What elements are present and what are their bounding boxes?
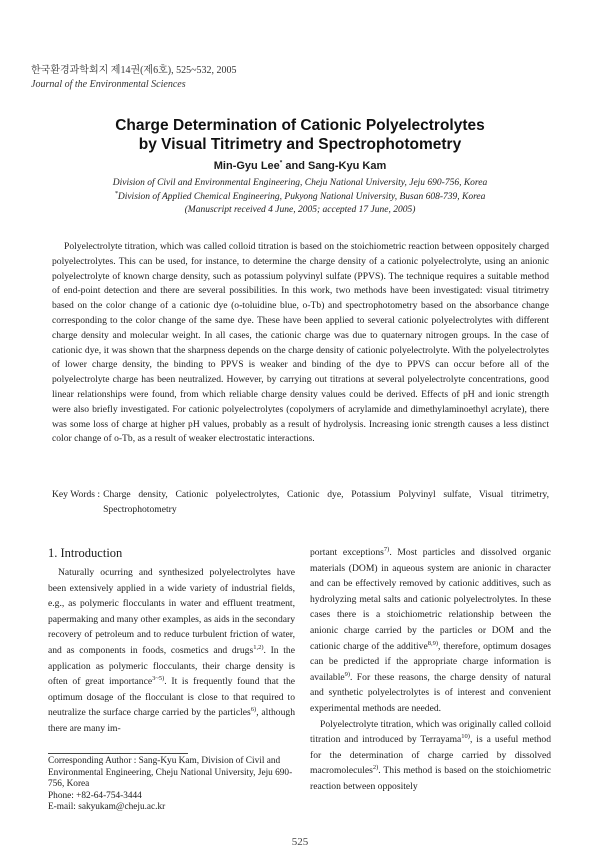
abstract: Polyelectrolyte titration, which was called colloid titration is based on the stoichiometric reaction between oppositely charged polyelectrolytes. This can be used, for instance, to determine the charge density of a cationic polyelectrolyte, using an anionic polyelectrolyte of known charge density, such as potassium polyvinyl sulfate (PPVS). The technique requires a suitable method of end-point detection and there are several possibilities. In this work, two methods have been investigated: visual titrimetry based on the color change of a cationic dye (o-toluidine blue, o-Tb) and spectrophotometry based on the absorbance change corresponding to the color change of the same dye. These have been applied to several cationic polyelectrolytes with different charge density and molecular weight. In all cases, the cationic charge was due to quaternary nitrogen groups. In the case of cationic dye, it was shown that the sharpness depends on the charge density of cationic polyelectrolyte. With the polyelectrolytes of lower charge density, the binding to PPVS is weaker and binding of the dye to PPVS can occur before all of the polyelectrolyte charge has been neutralized. However, by carrying out titrations at several polyelectrolyte concentrations, good linear relationships were found, from which reliable charge density values could be derived. Effects of pH and ionic strength were also briefly investigated. For cationic polyelectrolytes (copolymers of acrylamide and dimethylaminoethyl acrylate), there was some loss of charge at higher pH values, probably as a result of hydrolysis. Increasing ionic strength causes a less distinct color change of o-Tb, as a result of weaker electrostatic interactions. [52, 241, 549, 445]
paper-title [0, 116, 600, 154]
intro-p2-text-2: , is a useful method for the determination of charge carried by dissolved macromolecules [310, 734, 551, 777]
intro-p1-text-3: . It is frequently found that the optimum dosage of the flocculant is close to that required to neutralize the surface charge carried by the particles [48, 676, 295, 719]
intro-p2-text-3: . This method is based on the stoichiometric reaction between oppositely [310, 765, 551, 792]
title-line-2: by Visual Titrimetry and Spectrophotometry [138, 136, 462, 153]
citation-ref: 8,9) [427, 639, 439, 647]
intro-p1c-text-2: . Most particles and dissolved organic materials (DOM) in aqueous system are anionic in character and can be effectively removed by cationic additives, such as hydrolyzing metal salts and cationic polyelectrolytes. In these cases there is a stoichiometric relationship between the anionic charge carried by the particles or DOM and the cationic charge of the additive [310, 547, 551, 652]
intro-p1-text-4: , although there are many im- [48, 707, 295, 734]
intro-p2-text-1: Polyelectrolyte titration, which was originally called colloid titration and introduced by Terrayama [310, 718, 551, 746]
page-number: 525 [291, 836, 309, 848]
citation-ref: 10) [461, 732, 470, 740]
intro-paragraph-1-continued [310, 545, 551, 717]
citation-ref: 9) [344, 670, 351, 678]
affiliation-pukyong: Division of Applied Chemical Engineering, Pukyong National University, Busan 608-739, Korea [117, 191, 486, 202]
footnote-author: Corresponding Author : Sang-Kyu Kam, Division of Civil and Environmental Engineering, Cheju National University, Jeju 690-756, Korea [48, 756, 293, 789]
body-column-right [310, 545, 551, 795]
intro-p1-text-2: . In the application as polymeric flocculants, their charge density is often of great importance [48, 644, 295, 688]
intro-p1c-text-1: portant exceptions [310, 547, 384, 558]
author-lee-affiliation-mark: * [279, 159, 283, 167]
footnote-email: E-mail: sakyukam@cheju.ac.kr [48, 802, 166, 812]
corresponding-author-footnote [48, 756, 298, 814]
affiliation-cheju: Division of Civil and Environmental Engineering, Cheju National University, Jeju 690-756, Korea [112, 178, 488, 188]
intro-paragraph-1 [48, 565, 295, 737]
citation-ref: 1,2) [253, 643, 264, 651]
citation-ref: 6) [250, 706, 257, 714]
section-heading-introduction: 1. Introduction [48, 546, 123, 560]
affiliations [0, 177, 600, 218]
journal-header [31, 64, 237, 92]
citation-ref: 2) [372, 764, 379, 772]
keywords-value: Charge density, Cationic polyelectrolytes, Cationic dye, Potassium Polyvinyl sulfate, Visual titrimetry, Spectrophotometry [103, 489, 549, 515]
intro-p1-text-1: Naturally ocurring and synthesized polyelectrolytes have been extensively applied in a wide variety of industrial fields, e.g., as polymeric flocculants in water and effluent treatment, papermaking and many other examples, as aids in the secondary recovery of petroleum and to reduce turbulent friction of water, and as components in foods, cosmetics and drugs [48, 567, 295, 656]
manuscript-dates: (Manuscript received 4 June, 2005; accepted 17 June, 2005) [184, 205, 416, 215]
intro-p1c-text-4: . For these reasons, the charge density of natural and synthetic polyelectrolytes is of interest and convenient experimental methods are needed. [310, 671, 551, 714]
author-list [0, 160, 600, 172]
citation-ref: 3~5) [152, 674, 165, 682]
intro-paragraph-2 [310, 717, 551, 795]
affiliation-pukyong-line [0, 191, 600, 205]
keywords-label: Key Words : [52, 489, 101, 500]
journal-citation-korean: 한국환경과학회지 제14권(제6호), 525~532, 2005 [31, 65, 237, 76]
body-column-left [48, 545, 295, 737]
title-line-1: Charge Determination of Cationic Polyelectrolytes [115, 117, 485, 134]
journal-name: Journal of the Environmental Sciences [31, 79, 186, 90]
affiliation-pukyong-mark: * [114, 189, 118, 197]
author-kam: Sang-Kyu Kam [307, 160, 387, 172]
author-lee: Min-Gyu Lee [213, 160, 280, 172]
keywords [52, 487, 549, 517]
citation-ref: 7) [383, 545, 390, 553]
footnote-phone: Phone: +82-64-754-3444 [48, 790, 142, 801]
intro-p1c-text-3: , therefore, optimum dosages can be predicted if the appropriate charge information is available [310, 640, 551, 683]
footnote-divider [48, 753, 188, 754]
author-conjunction: and [282, 160, 308, 172]
